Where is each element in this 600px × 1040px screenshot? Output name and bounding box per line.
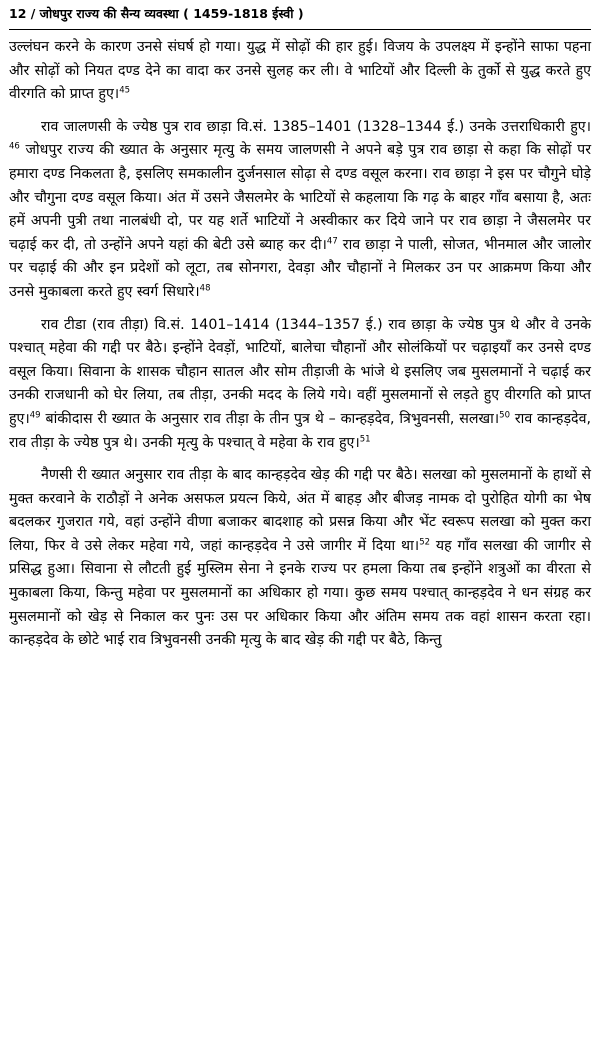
paragraph-2 xyxy=(9,116,591,305)
paragraph-text: राव कान्हड़देव, राव तीड़ा के ज्येष्ठ पुत्र थे। उनकी मृत्यु के पश्चात् वे महेवा के राव हुए। xyxy=(9,410,591,451)
footnote-ref-51[interactable]: 51 xyxy=(359,433,371,444)
paragraph-text: राव टीडा (राव तीड़ा) वि.सं. 1401–1414 (1344–1357 ई.) राव छाड़ा के ज्येष्ठ पुत्र थे और वे उनके पश्चात् महेवा की गद्दी पर बैठे। इन्होंने देवड़ों, भाटियों, बालेचा चौहानों और सोलंकियों पर चढ़ाइयाँ कर उनसे दण्ड वसूल किया। सिवाना के शासक चौहान सातल और सोम तीड़ाजी के भांजे थे इसलिए जब मुसलमानों ने चढ़ाई कर उनकी राजधानी को घेर लिया, तब तीड़ा, उनकी मदद के लिये गये। वहीं मुसलमानों से लड़ते हुए वीरगति को प्राप्त हुए। xyxy=(9,316,591,427)
paragraph-text: राव जालणसी के ज्येष्ठ पुत्र राव छाड़ा वि.सं. 1385–1401 (1328–1344 ई.) उनके उत्तराधिकारी हुए। xyxy=(41,118,591,135)
footnote-ref-49[interactable]: 49 xyxy=(29,410,41,421)
footnote-ref-50[interactable]: 50 xyxy=(499,410,510,421)
footnote-ref-46[interactable]: 46 xyxy=(9,141,20,152)
paragraph-3 xyxy=(9,314,591,456)
paragraph-1 xyxy=(9,36,591,107)
footnote-ref-52[interactable]: 52 xyxy=(419,537,431,548)
footnote-ref-45[interactable]: 45 xyxy=(119,85,131,96)
paragraph-4 xyxy=(9,464,591,653)
paragraph-text: नैणसी री ख्यात अनुसार राव तीड़ा के बाद कान्हड़देव खेड़ की गद्दी पर बैठे। सलखा को मुसलमानों के हाथों से मुक्त करवाने के राठौड़ों ने अनेक असफल प्रयत्न किये, अंत में बाहड़ और बीजड़ नामक दो पुरोहित योगी का भेष बदलकर गुजरात गये, वहां उन्होंने वीणा बजाकर बादशाह को प्रसन्न किया और भेंट स्वरूप सलखा को मुक्त करा लिया, फिर वे उसे लेकर महेवा गये, जहां कान्हड़देव ने उसे जागीर में दिया था। xyxy=(9,467,591,554)
footnote-ref-48[interactable]: 48 xyxy=(199,283,211,294)
paragraph-text: उल्लंघन करने के कारण उनसे संघर्ष हो गया। युद्ध में सोढ़ों की हार हुई। विजय के उपलक्ष्य में इन्होंने साफा पहना और सोढ़ों को नियत दण्ड देने का वादा कर उनसे सुलह कर ली। वे भाटियों और दिल्ली के तुर्को से युद्ध करते हुए वीरगति को प्राप्त हुए। xyxy=(9,39,591,103)
paragraph-text: राव छाड़ा ने पाली, सोजत, भीनमाल और जालोर पर चढ़ाई की और इन प्रदेशों को लूटा, तब सोनगरा, देवड़ा और चौहानों ने मिलकर उन पर आक्रमण किया और उनसे मुकाबला करते हुए स्वर्ग सिधारे। xyxy=(9,236,591,300)
running-head: 12 / जोधपुर राज्य की सैन्य व्यवस्था ( 1459-1818 ईस्वी ) xyxy=(9,6,591,30)
footnote-ref-47[interactable]: 47 xyxy=(326,236,338,247)
paragraph-text: बांकीदास री ख्यात के अनुसार राव तीड़ा के तीन पुत्र थे – कान्हड़देव, त्रिभुवनसी, सलखा। xyxy=(40,410,500,427)
paragraph-text: यह गाँव सलखा की जागीर से प्रसिद्ध हुआ। सिवाना से लौटती हुई मुस्लिम सेना ने इनके राज्य पर हमला किया तब इन्होंने शत्रुओं का वीरता से मुकाबला किया, किन्तु महेवा पर मुसलमानों का अधिकार हो गया। कुछ समय पश्चात् कान्हड़देव ने धन संग्रह कर मुसलमानों को खेड़ से निकाल कर पुनः उस पर अधिकार किया और अंतिम समय तक वहां शासन करता रहा। कान्हड़देव के छोटे भाई राव त्रिभुवनसी उनकी मृत्यु के बाद खेड़ की गद्दी पर बैठे, किन्तु xyxy=(9,537,591,649)
paragraph-text: जोधपुर राज्य की ख्यात के अनुसार मृत्यु के समय जालणसी ने अपने बड़े पुत्र राव छाड़ा से कहा कि सोढ़ों पर हमारा दण्ड निकलता है, इसलिए समकालीन दुर्जनसाल सोढ़ा से दण्ड वसूल करना। राव छाड़ा ने इस पर चौगुने घोड़े और चौगुना दण्ड वसूल किया। अंत में उसने जैसलमेर के भाटियों से कहलाया कि गढ़ के बाहर गाँव बसाया है, अतः हमें अपनी पुत्री तथा नालबंधी दो, पर यह शर्ते भाटियों ने अस्वीकार कर दिये जाने पर राव छाड़ा ने जैसलमेर पर चढ़ाई कर दी, तो उन्होंने अपने यहां की बेटी उसे ब्याह कर दी। xyxy=(9,142,591,253)
